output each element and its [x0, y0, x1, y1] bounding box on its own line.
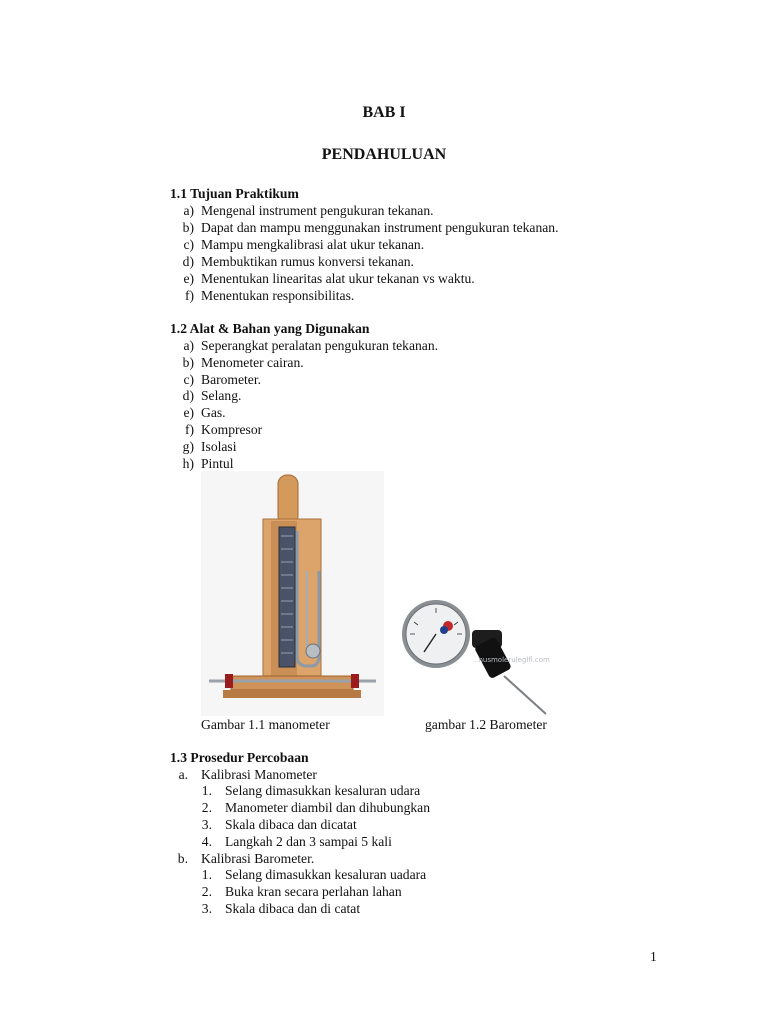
list-text: Selang dimasukkan kesaluran uadara: [225, 867, 427, 882]
list-text: Pintul: [201, 456, 234, 471]
list-marker: a): [183, 338, 194, 353]
list-marker: b): [182, 220, 194, 235]
section-heading-1-2: 1.2 Alat & Bahan yang Digunakan: [170, 321, 370, 336]
manometer-illustration: [201, 471, 384, 716]
list-marker: d): [182, 254, 194, 269]
list-marker: d): [182, 388, 194, 403]
list-marker: c): [183, 372, 194, 387]
list-marker: c): [183, 237, 194, 252]
list-marker: b): [182, 355, 194, 370]
list-text: Skala dibaca dan di catat: [225, 901, 361, 916]
barometer-image: [396, 596, 564, 718]
list-text: Isolasi: [201, 439, 237, 454]
list-text: Skala dibaca dan dicatat: [225, 817, 357, 832]
list-text: Dapat dan mampu menggunakan instrument pengukuran tekanan.: [201, 220, 559, 235]
list-marker: e): [183, 271, 194, 286]
list-text: Membuktikan rumus konversi tekanan.: [201, 254, 414, 269]
list-marker: g): [182, 439, 194, 454]
list-marker: a): [183, 203, 194, 218]
list-text: Mengenal instrument pengukuran tekanan.: [201, 203, 434, 218]
barometer-illustration: [396, 596, 564, 718]
list-text: Langkah 2 dan 3 sampai 5 kali: [225, 834, 392, 849]
section-heading-1-3: 1.3 Prosedur Percobaan: [170, 750, 309, 765]
list-text: Menometer cairan.: [201, 355, 304, 370]
list-marker: e): [183, 405, 194, 420]
figure-caption-manometer: Gambar 1.1 manometer: [201, 717, 330, 732]
watermark-text: ..nusmoleruleglfl.com: [474, 656, 550, 664]
list-marker: b.: [177, 851, 188, 866]
list-marker: 3.: [201, 817, 212, 832]
list-marker: 2.: [201, 800, 212, 815]
chapter-title: BAB I: [362, 104, 406, 121]
list-marker: a.: [178, 767, 188, 782]
list-text: Selang.: [201, 388, 242, 403]
list-text: Kalibrasi Barometer.: [201, 851, 315, 866]
list-marker: 2.: [201, 884, 212, 899]
list-marker: 4.: [201, 834, 212, 849]
list-text: Gas.: [201, 405, 226, 420]
list-marker: h): [182, 456, 194, 471]
list-text: Menentukan linearitas alat ukur tekanan vs waktu.: [201, 271, 475, 286]
list-text: Kalibrasi Manometer: [201, 767, 317, 782]
list-text: Buka kran secara perlahan lahan: [225, 884, 402, 899]
manometer-image: [201, 471, 384, 716]
list-text: Seperangkat peralatan pengukuran tekanan.: [201, 338, 439, 353]
list-text: Kompresor: [201, 422, 263, 437]
list-text: Menentukan responsibilitas.: [201, 288, 355, 303]
list-text: Mampu mengkalibrasi alat ukur tekanan.: [201, 237, 425, 252]
list-marker: 1.: [201, 867, 212, 882]
page-number: 1: [650, 949, 657, 964]
list-marker: f): [184, 288, 194, 303]
list-text: Barometer.: [201, 372, 262, 387]
list-text: Manometer diambil dan dihubungkan: [225, 800, 430, 815]
page-title: PENDAHULUAN: [321, 146, 447, 163]
list-marker: 1.: [201, 783, 212, 798]
list-text: Selang dimasukkan kesaluran udara: [225, 783, 421, 798]
figure-caption-barometer: gambar 1.2 Barometer: [425, 717, 547, 732]
section-heading-1-1: 1.1 Tujuan Praktikum: [170, 186, 299, 201]
list-marker: f): [184, 422, 194, 437]
list-marker: 3.: [201, 901, 212, 916]
